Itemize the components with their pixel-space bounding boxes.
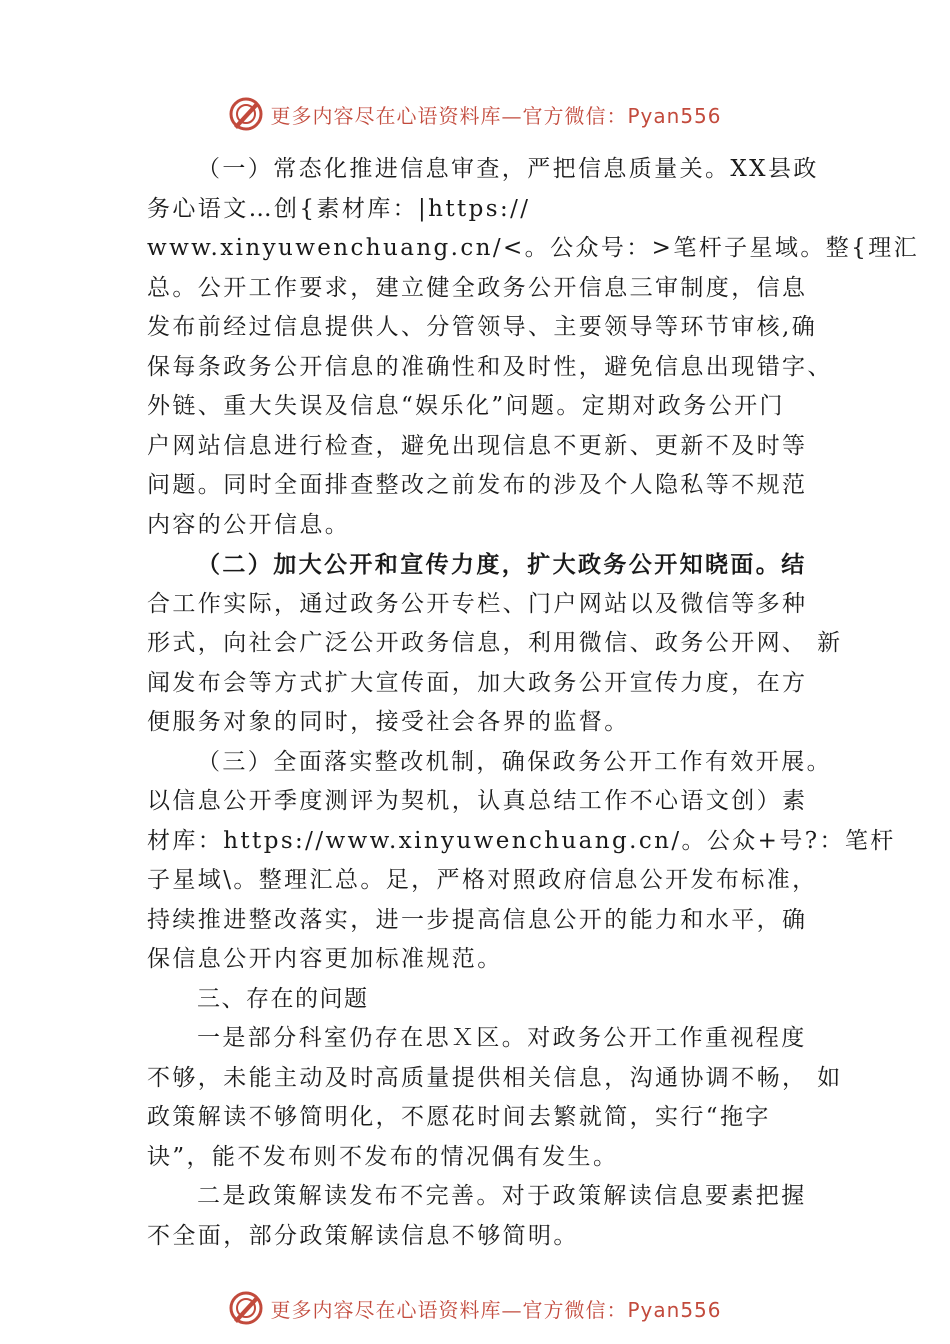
text-line: 问题。同时全面排查整改之前发布的涉及个人隐私等不规范 [147,472,808,498]
text-line: 政策解读不够简明化，不愿花时间去繁就简，实行“拖字 [147,1104,771,1130]
text-line: 保信息公开内容更加标准规范。 [147,946,503,972]
text-line: www.xinyuwenchuang.cn/<。公众号：>笔杆子星域。整{理汇 [147,235,919,261]
paragraph-2 [147,545,843,743]
banner-text-cn: 更多内容尽在心语资料库—官方微信： [270,103,628,128]
text-line: 闻发布会等方式扩大宣传面，加大政务公开宣传力度，在方 [147,669,808,696]
paragraph-3 [147,743,896,980]
text-line: 持续推进整改落实，进一步提高信息公开的能力和水平，确 [147,906,808,933]
section-heading: 三、存在的问题 [197,985,369,1012]
text-line: 务心语文…创{素材库：|https:// [147,195,531,222]
text-line: 合工作实际，通过政务公开专栏、门户网站以及微信等多种 [147,590,808,617]
problem-1 [147,1019,843,1177]
banner-text-cn: 更多内容尽在心语资料库—官方微信： [270,1297,628,1322]
text-line: 外链、重大失误及信息“娱乐化”问题。定期对政务公开门 [147,393,785,419]
banner-text [270,100,721,129]
text-line: （三）全面落实整改机制，确保政务公开工作有效开展。 [197,748,832,775]
text-line: 保每条政务公开信息的准确性和及时性，避免信息出现错字、 [147,353,833,380]
text-line: 诀”，能不发布则不发布的情况偶有发生。 [147,1143,619,1170]
brand-logo-icon [228,96,264,132]
text-line: 便服务对象的同时，接受社会各界的监督。 [147,709,630,735]
text-line: 一是部分科室仍存在思Ｘ区。对政务公开工作重视程度 [197,1025,807,1051]
text-line: 不够，未能主动及时高质量提供相关信息，沟通协调不畅， 如 [147,1064,843,1091]
brand-logo-icon [228,1290,264,1326]
text-line: 户网站信息进行检查，避免出现信息不更新、更新不及时等 [147,432,808,459]
paragraph-1 [147,150,919,545]
text-line: 材库：https://www.xinyuwenchuang.cn/。公众+号?：笔杆 [147,827,896,854]
text-line: 以信息公开季度测评为契机，认真总结工作不心语文创）素 [147,788,808,814]
document-body [147,150,919,1256]
text-line: （一）常态化推进信息审查，严把信息质量关。XX县政 [197,156,819,182]
banner-text [270,1294,721,1323]
footer-banner [0,1288,950,1328]
text-line: 发布前经过信息提供人、分管领导、主要领导等环节审核,确 [147,314,818,340]
header-banner [0,94,950,134]
text-line: 子星域\。整理汇总。足，严格对照政府信息公开发布标准， [147,867,818,893]
text-line: 形式，向社会广泛公开政务信息，利用微信、政务公开网、 新 [147,630,843,656]
text-line: （二）加大公开和宣传力度，扩大政务公开知晓面。结 [197,551,807,578]
text-line: 总。公开工作要求，建立健全政务公开信息三审制度，信息 [147,274,808,301]
text-line: 二是政策解读发布不完善。对于政策解读信息要素把握 [197,1183,807,1209]
text-line: 不全面，部分政策解读信息不够简明。 [147,1222,579,1249]
banner-wechat-id: Pyan556 [627,103,722,128]
banner-wechat-id: Pyan556 [627,1297,722,1322]
text-line: 内容的公开信息。 [147,511,351,538]
problem-2 [147,1177,837,1256]
